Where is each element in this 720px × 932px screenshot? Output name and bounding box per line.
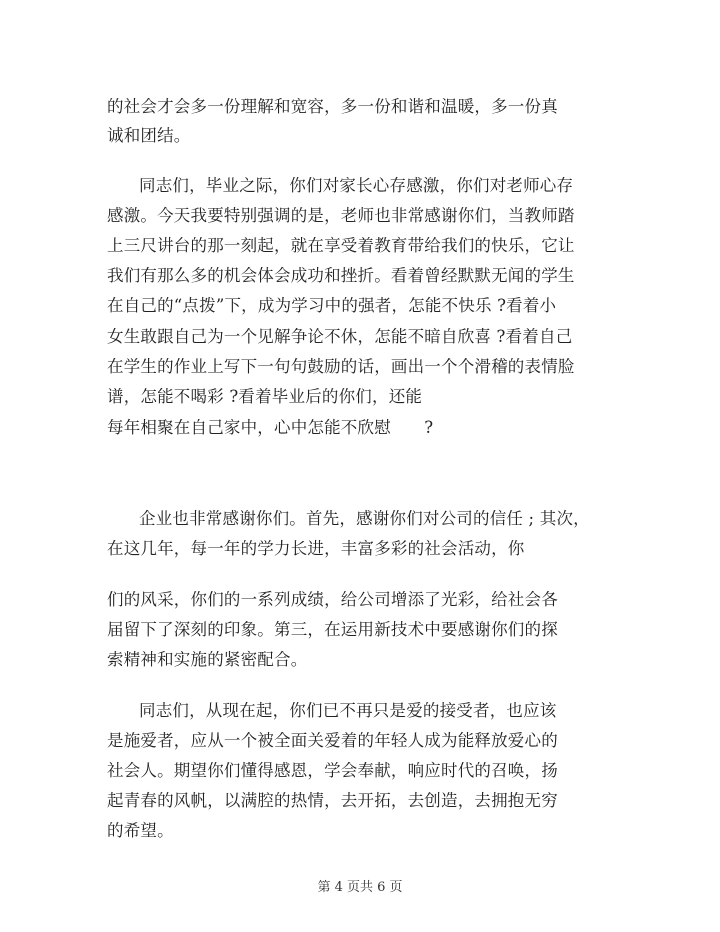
text-line: 在学生的作业上写下一句句鼓励的话，画出一个个滑稽的表情脸 <box>107 357 575 376</box>
text-line: 届留下了深刻的印象。第三，在运用新技术中要感谢你们的探 <box>107 620 558 639</box>
text-line: 起青春的风帆，以满腔的热情，去开拓，去创造，去拥抱无穷 <box>107 791 558 810</box>
text-line: 的希望。 <box>107 821 174 840</box>
text-line: 是施爱者，应从一个被全面关爱着的年轻人成为能释放爱心的 <box>107 731 558 750</box>
page-number: 第 4 页共 6 页 <box>317 880 403 895</box>
text-line: 诚和团结。 <box>107 126 191 145</box>
text-line: 们的风采，你们的一系列成绩，给公司增添了光彩，给社会各 <box>107 590 558 609</box>
text-line: 我们有那么多的机会体会成功和挫折。看着曾经默默无闻的学生 <box>107 266 575 285</box>
text-line: 女生敢跟自己为一个见解争论不休，怎能不暗自欣喜 ?看着自己 <box>107 327 573 346</box>
text-line: 企业也非常感谢你们。首先，感谢你们对公司的信任 ; 其次， <box>139 509 590 528</box>
text-line: 同志们，毕业之际，你们对家长心存感激，你们对老师心存 <box>139 176 574 195</box>
text-line: 的社会才会多一份理解和宽容，多一份和谐和温暖，多一份真 <box>107 97 558 116</box>
text-line: 社会人。期望你们懂得感恩，学会奉献，响应时代的召唤，扬 <box>107 761 558 780</box>
text-line: 谱，怎能不喝彩 ?看着毕业后的你们，还能 <box>107 387 423 406</box>
text-line: 索精神和实施的紧密配合。 <box>107 650 308 669</box>
text-line: 每年相聚在自己家中，心中怎能不欣慰 ? <box>107 418 434 437</box>
text-line: 同志们，从现在起，你们已不再只是爱的接受者，也应该 <box>139 701 557 720</box>
text-line: 在自己的“点拨”下，成为学习中的强者，怎能不快乐 ?看着小 <box>107 296 557 315</box>
text-line: 感激。今天我要特别强调的是，老师也非常感谢你们，当教师踏 <box>107 206 575 225</box>
text-line: 在这几年，每一年的学力长进，丰富多彩的社会活动，你 <box>107 539 525 558</box>
text-line: 上三尺讲台的那一刻起，就在享受着教育带给我们的快乐，它让 <box>107 236 575 255</box>
